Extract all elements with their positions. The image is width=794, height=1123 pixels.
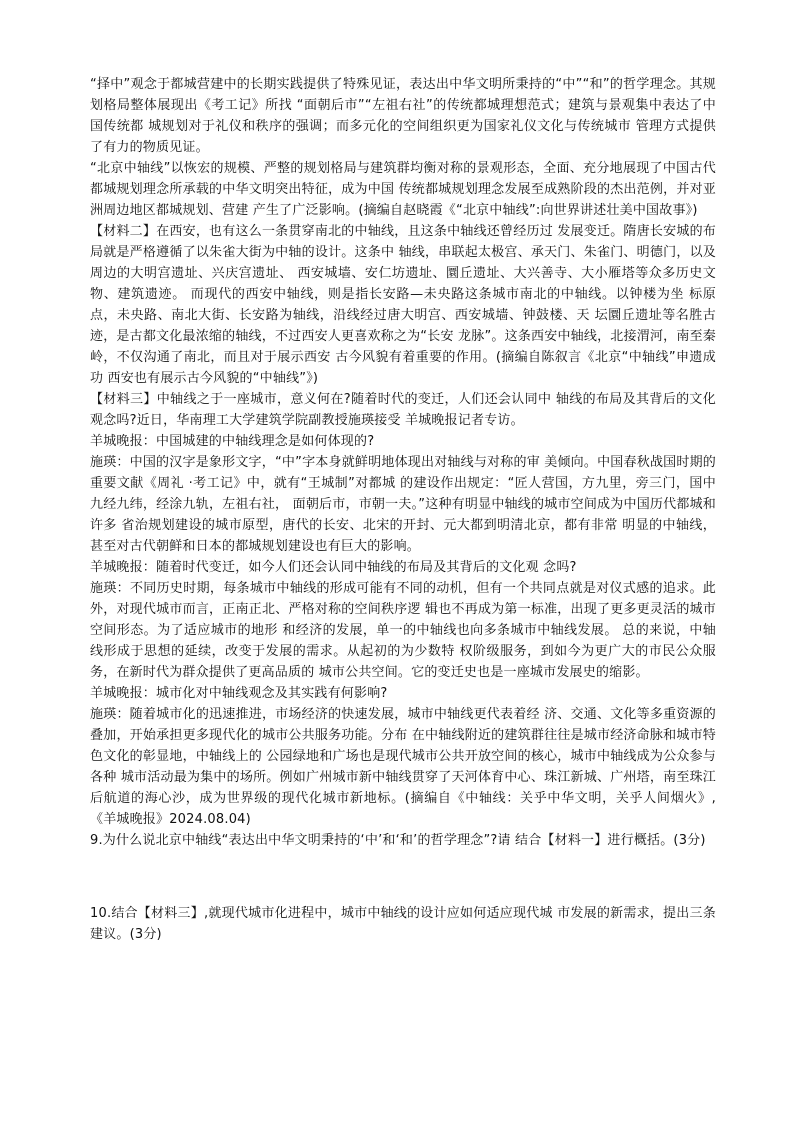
interview-question-3: 羊城晚报：城市化对中轴线观念及其实践有何影响? — [90, 686, 388, 701]
interview-answer-1: 施瑛：中国的汉字是象形文字，“中”字本身就鲜明地体现出对轴线与对称的审 美倾向。中国春秋战国时期的重要文献《周礼 ·考工记》中，就有“王城制”对都城 的建设作出规定：“匠人营国，方九里，旁三门，国中九经九纬，经涂九轨，左祖右社， 面朝后市，市朝一夫。”这种有明显中轴线的城市空间成为中国历代都城和许多 省治规划建设的城市原型，唐代的长安、北宋的开封、元大都到明清北京，都有非常 明显的中轴线，甚至对古代朝鲜和日本的都城规划建设也有巨大的影响。 — [90, 455, 716, 554]
interview-question-1: 羊城晚报：中国城建的中轴线理念是如何体现的? — [90, 434, 375, 449]
interview-question-2: 羊城晚报：随着时代变迁，如今人们还会认同中轴线的布局及其背后的文化观 念吗? — [90, 560, 577, 575]
material3-intro: 【材料三】中轴线之于一座城市，意义何在?随着时代的变迁，人们还会认同中 轴线的布局及其背后的文化观念吗?近日，华南理工大学建筑学院副教授施瑛接受 羊城晚报记者专访。 — [90, 392, 716, 428]
interview-answer-3: 施瑛：随着城市化的迅速推进，市场经济的快速发展，城市中轴线更代表着经 济、交通、文化等多重资源的叠加，开始承担更多现代化的城市公共服务功能。分布 在中轴线附近的建筑群往往是城市经济命脉和城市特色文化的彰显地，中轴线上的 公园绿地和广场也是现代城市公共开放空间的核心，城市中轴线成为公众参与各种 城市活动最为集中的场所。例如广州城市新中轴线贯穿了天河体育中心、珠江新城、广州塔，南至珠江后航道的海心沙，成为世界级的现代化城市新地标。(摘编自《中轴线：关乎中华文明，关乎人间烟火》,《羊城晚报》2024.08.04) — [90, 707, 716, 827]
answer-space-10 — [90, 945, 716, 1005]
material1-paragraph-1: “择中”观念于都城营建中的长期实践提供了特殊见证，表达出中华文明所秉持的“中”“和”的哲学理念。其规划格局整体展现出《考工记》所找 “面朝后市”“左祖右社”的传统都城理想范式；建筑与景观集中表达了中国传统都 城规划对于礼仪和秩序的强调；而多元化的空间组织更为国家礼仪文化与传统城市 管理方式提供了有力的物质见证。 — [90, 77, 716, 155]
exam-question-9: 9.为什么说北京中轴线“表达出中华文明秉持的‘中’和‘和’的哲学理念”?请 结合【材料一】进行概括。(3分) — [90, 833, 706, 848]
interview-answer-2: 施瑛：不同历史时期，每条城市中轴线的形成可能有不同的动机，但有一个共同点就是对仪式感的追求。此外，对现代城市而言，正南正北、严格对称的空间秩序逻 辑也不再成为第一标准，出现了更多更灵活的城市空间形态。为了适应城市的地形 和经济的发展，单一的中轴线也向多条城市中轴线发展。 总的来说，中轴线形成于思想的延续，改变于发展的需求。从起初的为少数特 权阶级服务，到如今为更广大的市民公众服务，在新时代为群众提供了更高品质的 城市公共空间。它的变迁史也是一座城市发展史的缩影。 — [90, 581, 716, 680]
material1-paragraph-2: “北京中轴线”以恢宏的规模、严整的规划格局与建筑群均衡对称的景观形态，全面、充分地展现了中国古代都城规划理念所承载的中华文明突出特征，成为中国 传统都城规划理念发展至成熟阶段的杰出范例，并对亚洲周边地区都城规划、营建 产生了广泛影响。(摘编自赵晓霞《“北京中轴线”:向世界讲述壮美中国故事》) — [90, 161, 716, 218]
exam-question-10: 10.结合【材料三】,就现代城市化进程中，城市中轴线的设计应如何适应现代城 市发展的新需求，提出三条建议。(3分) — [90, 906, 716, 942]
exam-page — [90, 74, 716, 1005]
material2-paragraph: 【材料二】在西安，也有这么一条贯穿南北的中轴线，且这条中轴线还曾经历过 发展变迁。隋唐长安城的布局就是严格遵循了以朱雀大街为中轴的设计。这条中 轴线，串联起太极宫、承天门、朱雀门、明德门，以及周边的大明宫遗址、兴庆宫遗址、 西安城墙、安仁坊遗址、圜丘遗址、大兴善寺、大小雁塔等众多历史文物、建筑遗迹。 而现代的西安中轴线，则是指长安路—未央路这条城市南北的中轴线。以钟楼为坐 标原点，未央路、南北大街、长安路为轴线，沿线经过唐大明宫、西安城墙、钟鼓楼、天 坛圜丘遗址等名胜古迹，是古都文化最浓缩的轴线，不过西安人更喜欢称之为“长安 龙脉”。这条西安中轴线，北接渭河，南至秦岭，不仅沟通了南北，而且对于展示西安 古今风貌有着重要的作用。(摘编自陈叙言《北京“中轴线”申遗成功 西安也有展示古今风貌的“中轴线”》) — [90, 224, 716, 386]
answer-space-9 — [90, 851, 716, 903]
